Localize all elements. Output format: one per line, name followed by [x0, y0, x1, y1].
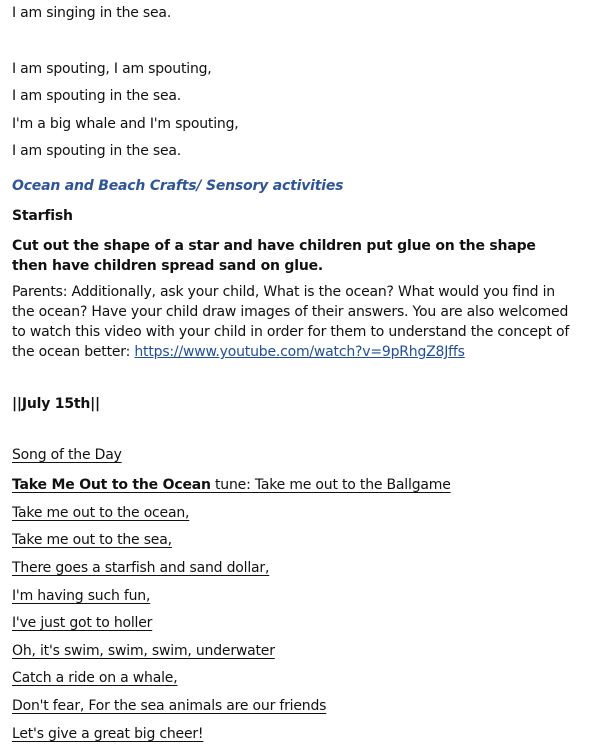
- song-title: Take Me Out to the Ocean: [12, 477, 211, 493]
- poem-line: I am singing in the sea.: [12, 5, 172, 21]
- song-of-day-label: Song of the Day: [12, 447, 122, 463]
- lyric-line: Oh, it's swim, swim, swim, underwater: [12, 643, 275, 659]
- song-title-line: [12, 477, 451, 493]
- poem-line: I am spouting, I am spouting,: [12, 61, 212, 77]
- lyric-line: Take me out to the ocean,: [12, 505, 190, 521]
- lyric-line: I've just got to holler: [12, 615, 153, 631]
- lyric-line: Let's give a great big cheer!: [12, 726, 204, 742]
- lyric-line: There goes a starfish and sand dollar,: [12, 560, 270, 576]
- lyric-line: Take me out to the sea,: [12, 532, 172, 548]
- song-tune: tune: Take me out to the Ballgame: [210, 477, 451, 493]
- lyric-line: Don't fear, For the sea animals are our friends: [12, 698, 327, 714]
- crafts-heading: Ocean and Beach Crafts/ Sensory activities: [12, 178, 344, 194]
- date-heading: ||July 15th||: [12, 396, 100, 412]
- poem-line: I'm a big whale and I'm spouting,: [12, 116, 239, 132]
- poem-line: I am spouting in the sea.: [12, 88, 182, 104]
- lyric-line: I'm having such fun,: [12, 588, 151, 604]
- poem-line: I am spouting in the sea.: [12, 143, 182, 159]
- video-link[interactable]: https://www.youtube.com/watch?v=9pRhgZ8Jffs: [134, 344, 465, 360]
- starfish-subheading: Starfish: [12, 208, 73, 224]
- lyric-line: Catch a ride on a whale,: [12, 670, 178, 686]
- craft-instructions: Cut out the shape of a star and have children put glue on the shape then have children spread sand on glue.: [12, 238, 536, 274]
- parents-text: Parents: Additionally, ask your child, What is the ocean? What would you find in the ocean? Have your child draw images of their answers. You are also welcomed to watch this video with your child in order for them to understand the concept of the ocean better:: [12, 284, 570, 360]
- parents-paragraph: [12, 282, 572, 362]
